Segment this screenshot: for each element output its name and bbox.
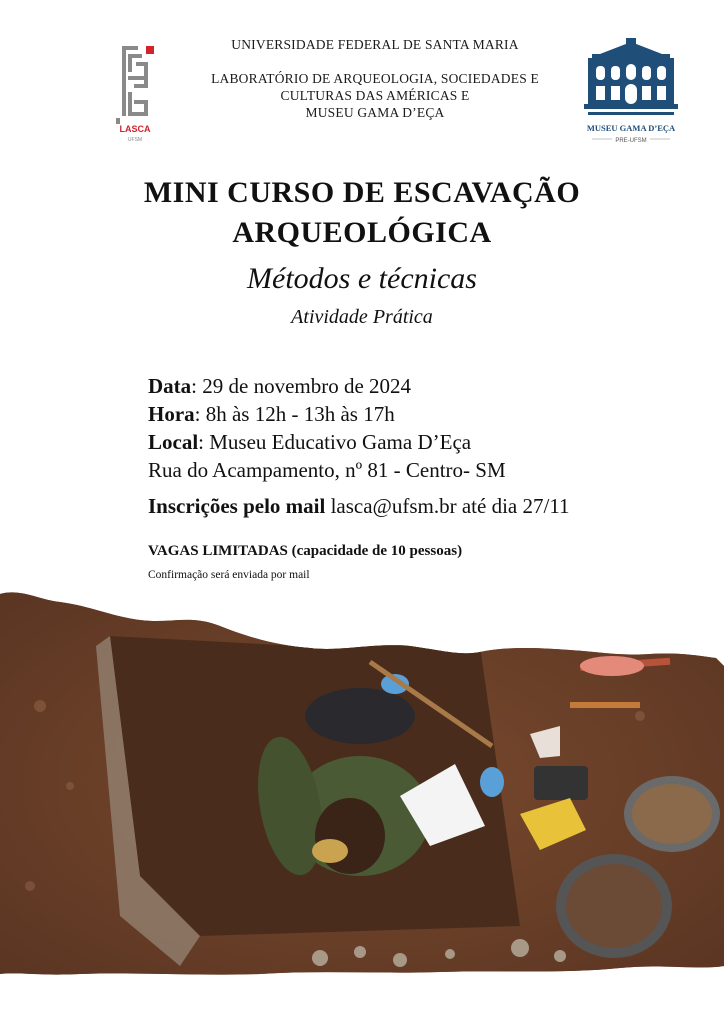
lasca-label: LASCA xyxy=(119,124,151,134)
place-row xyxy=(148,428,506,456)
subtitle: Métodos e técnicas xyxy=(247,262,477,295)
lab-line-1: LABORATÓRIO DE ARQUEOLOGIA, SOCIEDADES E xyxy=(211,71,539,86)
lab-line-3: MUSEU GAMA D’EÇA xyxy=(305,105,445,120)
date-label: Data xyxy=(148,374,192,398)
place-value: : Museu Educativo Gama D’Eça xyxy=(198,430,472,454)
confirmation-note: Confirmação será enviada por mail xyxy=(148,569,310,581)
lasca-logo xyxy=(112,44,158,144)
activity-label: Atividade Prática xyxy=(291,306,433,328)
date-row xyxy=(148,372,506,400)
registration-label: Inscrições pelo mail xyxy=(148,494,326,518)
place-label: Local xyxy=(148,430,199,454)
lasca-sub: UFSM xyxy=(127,137,143,143)
header xyxy=(170,36,580,121)
time-value: : 8h às 12h - 13h às 17h xyxy=(194,402,395,426)
museu-sub: PRE-UFSM xyxy=(615,138,647,144)
university-name: UNIVERSIDADE FEDERAL DE SANTA MARIA xyxy=(231,37,519,52)
title-line-1: MINI CURSO DE ESCAVAÇÃO xyxy=(143,176,581,209)
lab-line-2: CULTURAS DAS AMÉRICAS E xyxy=(280,88,470,103)
address: Rua do Acampamento, nº 81 - Centro- SM xyxy=(148,458,506,482)
excavation-photo xyxy=(0,586,724,980)
event-details xyxy=(148,372,506,484)
time-label: Hora xyxy=(148,402,195,426)
limited-spots: VAGAS LIMITADAS (capacidade de 10 pessoas) xyxy=(148,543,463,559)
time-row xyxy=(148,400,506,428)
registration-value: lasca@ufsm.br até dia 27/11 xyxy=(325,494,570,518)
museu-label: MUSEU GAMA D’EÇA xyxy=(586,123,676,133)
registration xyxy=(148,494,570,519)
date-value: : 29 de novembro de 2024 xyxy=(191,374,412,398)
title-line-2: ARQUEOLÓGICA xyxy=(232,216,492,249)
museu-gama-deca-logo xyxy=(580,38,682,148)
